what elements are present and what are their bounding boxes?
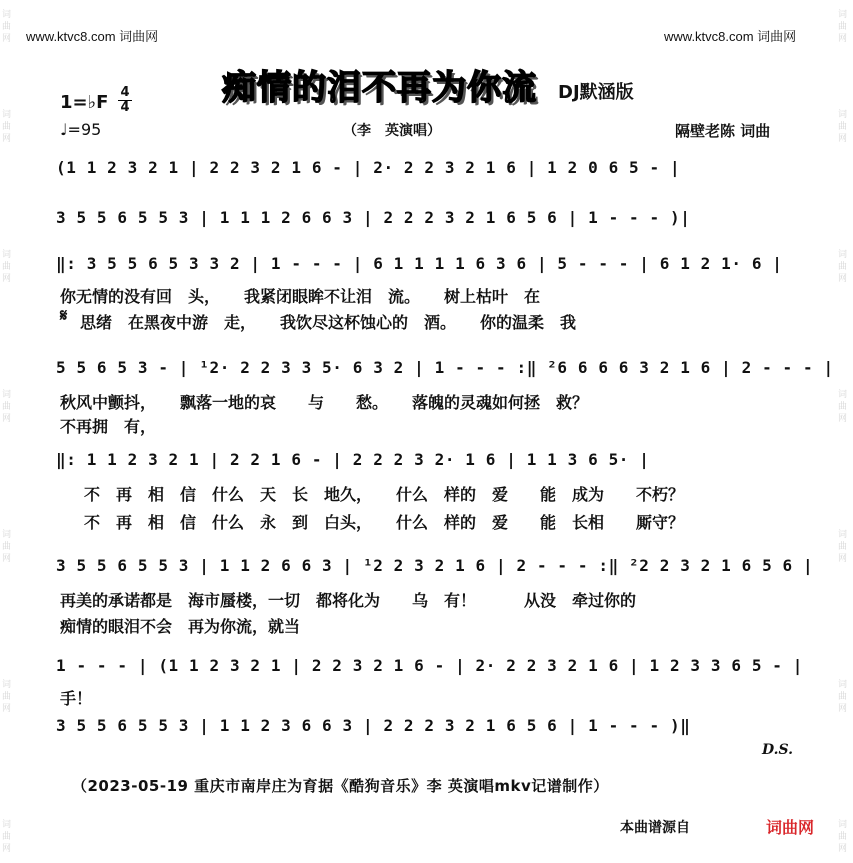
lyric-line-3b: 思绪 在黑夜中游 走， 我饮尽这杯蚀心的 酒。 你的温柔 我 [80,313,577,332]
time-signature [118,86,132,115]
lyric-line-5a: 不 再 相 信 什么 天 长 地久， 什么 样的 爱 能 成为 不朽？ [84,485,685,504]
transcription-note: （2023-05-19 重庆市南岸庄为育据《酷狗音乐》李 英演唱mkv记谱制作） [72,777,609,795]
tempo-marking: ♩=95 [60,120,102,139]
score-line-3: ‖: 3 5 5 6 5 3 3 2 | 1 - - - | 6 1 1 1 1 6 3 6 | 5 - - - | 6 1 2 1· 6 | [56,254,783,273]
lyric-line-6a: 再美的承诺都是 海市蜃楼，一切 都将化为 乌 有！ 从没 牵过你的 [60,591,637,610]
segno-sign: 𝄋 [60,306,68,326]
lyric-line-5b: 不 再 相 信 什么 永 到 白头， 什么 样的 爱 能 长相 厮守？ [84,513,685,532]
key-signature: 1=♭F [60,92,109,113]
dal-segno-mark: D.S. [762,742,794,758]
score-line-7: 1 - - - | (1 1 2 3 2 1 | 2 2 3 2 1 6 - | 2· 2 2 3 2 1 6 | 1 2 3 3 6 5 - | [56,656,803,675]
time-signature-top: 4 [120,85,130,100]
source-site-name: 词曲网 [766,818,815,837]
score-line-6: 3 5 5 6 5 5 3 | 1 1 2 6 6 3 | ¹2 2 3 2 1 6 | 2 - - - :‖ ²2 2 3 2 1 6 5 6 | [56,556,814,575]
source-label: 本曲谱源自 [620,820,690,836]
lyric-line-4a: 秋风中颤抖， 飘落一地的哀 与 愁。 落魄的灵魂如何拯 救？ [60,393,589,412]
lyric-line-7: 手！ [60,689,93,708]
left-watermark: 词 曲 网 词 曲 网 词 曲 网 词 曲 网 词 曲 网 词 曲 网 词 曲 网 [2,10,12,854]
lyric-line-4b: 不再拥 有， [60,417,157,436]
singer-credit: （李 英演唱） [343,123,441,139]
score-line-5: ‖: 1 1 2 3 2 1 | 2 2 1 6 - | 2 2 2 3 2· 1 6 | 1 1 3 6 5· | [56,450,650,469]
score-line-2: 3 5 5 6 5 5 3 | 1 1 1 2 6 6 3 | 2 2 2 3 2 1 6 5 6 | 1 - - - )| [56,208,691,227]
time-signature-bottom: 4 [120,100,130,115]
score-line-1: (1 1 2 3 2 1 | 2 2 3 2 1 6 - | 2· 2 2 3 2 1 6 | 1 2 0 6 5 - | [56,158,681,177]
lyric-line-3a: 你无情的没有回 头， 我紧闭眼眸不让泪 流。 树上枯叶 在 [60,287,541,306]
lyric-line-6b: 痴情的眼泪不会 再为你流，就当 [60,617,301,636]
site-url-left: www.ktvc8.com 词曲网 [26,29,159,44]
song-title: 痴情的泪不再为你流 [222,68,537,108]
score-line-8: 3 5 5 6 5 5 3 | 1 1 2 3 6 6 3 | 2 2 2 3 2 1 6 5 6 | 1 - - - )‖ [56,716,691,735]
song-version: DJ默涵版 [558,82,634,103]
right-watermark: 词 曲 网 词 曲 网 词 曲 网 词 曲 网 词 曲 网 词 曲 网 词 曲 网 [838,10,848,854]
site-url-right: www.ktvc8.com 词曲网 [664,29,797,44]
composer-credit: 隔壁老陈 词曲 [675,122,771,140]
score-line-4: 5 5 6 5 3 - | ¹2· 2 2 3 3 5· 6 3 2 | 1 - - - :‖ ²6 6 6 6 3 2 1 6 | 2 - - - | [56,358,834,377]
